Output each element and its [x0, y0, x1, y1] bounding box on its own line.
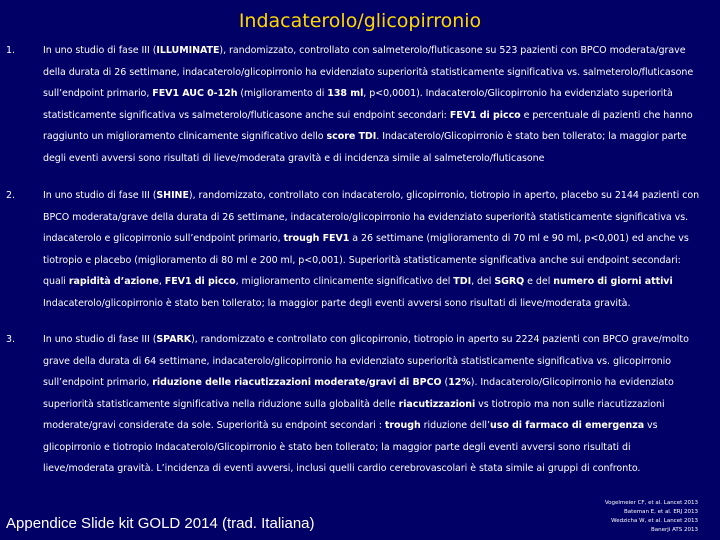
body-text: . Indacaterolo/Glicopirronio è stato ben tollerato; la maggior parte degli eventi avversi sono risultati di lieve/moderata gravità e di incidenza simile al salmeterolo/fluticasone — [43, 131, 687, 164]
emphasis-text: SGRQ — [494, 276, 525, 287]
emphasis-text: FEV1 di picco — [164, 276, 236, 287]
references — [605, 499, 698, 535]
body-text: e percentuale di pazienti che hanno raggiunto un miglioramento clinicamente significativo dello — [43, 109, 693, 142]
body-text: ), randomizzato e controllato con glicopirronio, tiotropio in aperto su 2224 pazienti con BPCO grave/molto grave della durata di 64 settimane, indacaterolo/glicopirronio ha evidenziato superiorità statisticamente significativa vs. glicopirronio sull’endpoint primario, — [43, 334, 689, 388]
emphasis-text: SPARK — [156, 334, 192, 345]
item-text — [43, 329, 703, 480]
body-text: e del — [524, 276, 554, 287]
emphasis-text: riduzione delle riacutizzazioni moderate/gravi di BPCO — [152, 377, 442, 388]
emphasis-text: numero di giorni attivi — [553, 276, 673, 287]
body-text: In uno studio di fase III ( — [43, 45, 157, 56]
item-number: 2. — [6, 190, 16, 201]
emphasis-text: riacutizzazioni — [398, 398, 476, 410]
reference-line: Bateman E, et al. ERJ 2013 — [624, 509, 698, 515]
body-text: (miglioramento di — [237, 88, 328, 99]
body-text: ), randomizzato, controllato con salmeterolo/fluticasone su 523 pazienti con BPCO moderata/grave della durata di 26 settimane, indacaterolo/glicopirronio ha evidenziato superiorità statisticamente significativa vs. salmeterolo/fluticasone sull’endpoint primario, — [43, 45, 694, 99]
item-number: 1. — [6, 45, 16, 56]
body-text: , — [158, 276, 165, 287]
body-text: a 26 settimane (miglioramento di 70 ml e 90 ml, p<0,001) ed anche vs tiotropio e placebo (miglioramento di 80 ml e 200 ml, p<0,001). Superiorità statisticamente significativa anche sui endpoint secondari: quali — [43, 233, 689, 287]
emphasis-text: 12% — [448, 377, 471, 388]
emphasis-text: trough — [384, 420, 421, 431]
slide-title: Indacaterolo/glicopirronio — [238, 10, 482, 32]
item-text — [43, 40, 703, 169]
footer-caption: Appendice Slide kit GOLD 2014 (trad. Italiana) — [6, 515, 315, 532]
body-text: ( — [441, 377, 449, 388]
body-text: ). Indacaterolo/Glicopirronio ha evidenziato superiorità statisticamente significativa nella riduzione sulla globalità delle — [43, 377, 674, 410]
body-text: , del — [471, 276, 495, 287]
body-text: vs tiotropio ma non sulle riacutizzazioni moderate/gravi considerate da sole. Superiorità su endpoint secondari : — [43, 398, 665, 431]
body-text: , miglioramento clinicamente significativo del — [235, 276, 454, 287]
item-number: 3. — [6, 334, 16, 345]
reference-line: Vogelmeier CF, et al. Lancet 2013 — [604, 500, 698, 506]
emphasis-text: 138 ml — [327, 88, 364, 99]
emphasis-text: rapidità d’azione — [68, 276, 159, 287]
body-text: In uno studio di fase III ( — [43, 334, 157, 345]
reference-line: Banerji ATS 2013 — [650, 527, 698, 533]
body-text: ), randomizzato, controllato con indacaterolo, glicopirronio, tiotropio in aperto, placebo su 2144 pazienti con BPCO moderata/grave della durata di 26 settimane, indacaterolo/glicopirronio ha evidenziato superiorità statisticamente significativa vs. indacaterolo e glicopirronio sull’endpoint primario, — [43, 190, 700, 244]
emphasis-text: SHINE — [156, 190, 189, 201]
body-text: In uno studio di fase III ( — [43, 190, 157, 201]
body-text: Indacaterolo/glicopirronio è stato ben tollerato; la maggior parte degli eventi avversi sono risultati di lieve/moderata gravità. — [43, 297, 631, 309]
emphasis-text: TDI — [453, 276, 472, 287]
body-text: vs glicopirronio e tiotropio Indacaterolo/Glicopirronio è stato ben tollerato; la maggior parte degli eventi avversi sono risultati di lieve/moderata gravità. L’incidenza di eventi avversi, inclusi quelli cardio cerebrovascolari è stata simile ai gruppi di confronto. — [43, 420, 658, 474]
emphasis-text: uso di farmaco di emergenza — [490, 420, 645, 431]
body-text: riduzione dell’ — [420, 420, 490, 431]
body-text: , p<0,0001). Indacaterolo/Glicopirronio ha evidenziato superiorità statisticamente significativa vs salmeterolo/fluticasone anche sui endpoint secondari: — [43, 88, 673, 121]
reference-line: Wedzicha W, et al. Lancet 2013 — [611, 518, 698, 524]
emphasis-text: trough FEV1 — [283, 233, 350, 244]
emphasis-text: FEV1 di picco — [449, 109, 521, 121]
emphasis-text: FEV1 AUC 0-12h — [152, 88, 238, 99]
item-text — [43, 185, 703, 314]
emphasis-text: score TDI — [326, 131, 377, 142]
emphasis-text: ILLUMINATE — [156, 45, 220, 56]
